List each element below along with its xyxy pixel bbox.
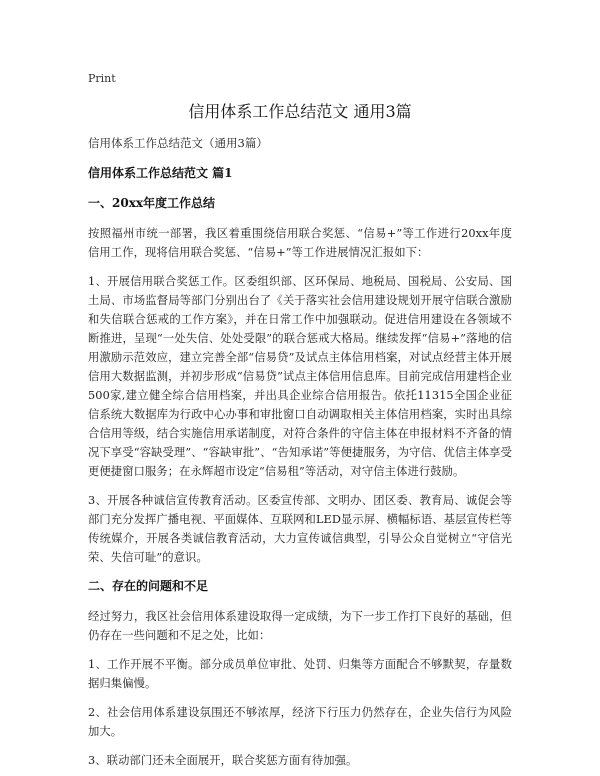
print-label: Print [88,72,116,85]
section-heading-summary: 一、20xx年度工作总结 [88,196,216,210]
document-title: 信用体系工作总结范文 通用3篇 [188,102,412,121]
paragraph-item-1: 1、开展信用联合奖惩工作。区委组织部、区环保局、地税局、国税局、公安局、国土局、市场监督局等部门分别出台了《关于落实社会信用建设规划开展守信联合激励和失信联合惩戒的工作方案》，并在日常工作中加强联动。促进信用建设在各领域不断推进，呈现“一处失信、处处受限”的联合惩戒大格局。继续发挥“信易+”落地的信用激励示范效应，建立完善全部“信易贷”及试点主体信用档案，对试点经营主体开展信用大数据监测，并初步形成“信易贷”试点主体信用信息库。目前完成信用建档企业500家,建立健全综合信用档案，并出具企业综合信用报告。依托11315全国企业征信系统大数据库为行政中心办事和审批窗口自动调取相关主体信用档案，实时出具综合信用等级，结合实施信用承诺制度，对符合条件的守信主体在申报材料不齐备的情况下享受“容缺受理”、“容缺审批”、“告知承诺”等便捷服务，为守信、优信主体享受更便捷窗口服务；在永辉超市设定“信易租”等活动，对守信主体进行鼓励。 [88,275,512,478]
issue-item-2: 2、社会信用体系建设氛围还不够浓厚，经济下行压力仍然存在，企业失信行为风险加大。 [88,706,512,738]
section-intro-paragraph: 按照福州市统一部署，我区着重围绕信用联合奖惩、“信易+”等工作进行20xx年度信用工作，现将信用联合奖惩、“信易+”等工作进展情况汇报如下： [88,227,512,259]
issue-item-1: 1、工作开展不平衡。部分成员单位审批、处罚、归集等方面配合不够默契，存量数据归集偏慢。 [88,658,512,690]
issues-intro-paragraph: 经过努力，我区社会信用体系建设取得一定成绩，为下一步工作打下良好的基础，但仍存在一些问题和不足之处，比如： [88,610,512,642]
document-subtitle: 信用体系工作总结范文（通用3篇） [88,136,268,150]
article-heading: 信用体系工作总结范文 篇1 [88,166,233,180]
section-heading-issues: 二、存在的问题和不足 [88,579,209,593]
paragraph-item-3: 3、开展各种诚信宣传教育活动。区委宣传部、文明办、团区委、教育局、诚促会等部门充分发挥广播电视、平面媒体、互联网和LED显示屏、横幅标语、基层宣传栏等传统媒介，开展各类诚信教育活动，大力宣传诚信典型，引导公众自觉树立“守信光荣、失信可耻”的意识。 [88,494,512,564]
issue-item-3: 3、联动部门还未全面展开，联合奖惩方面有待加强。 [88,754,358,767]
